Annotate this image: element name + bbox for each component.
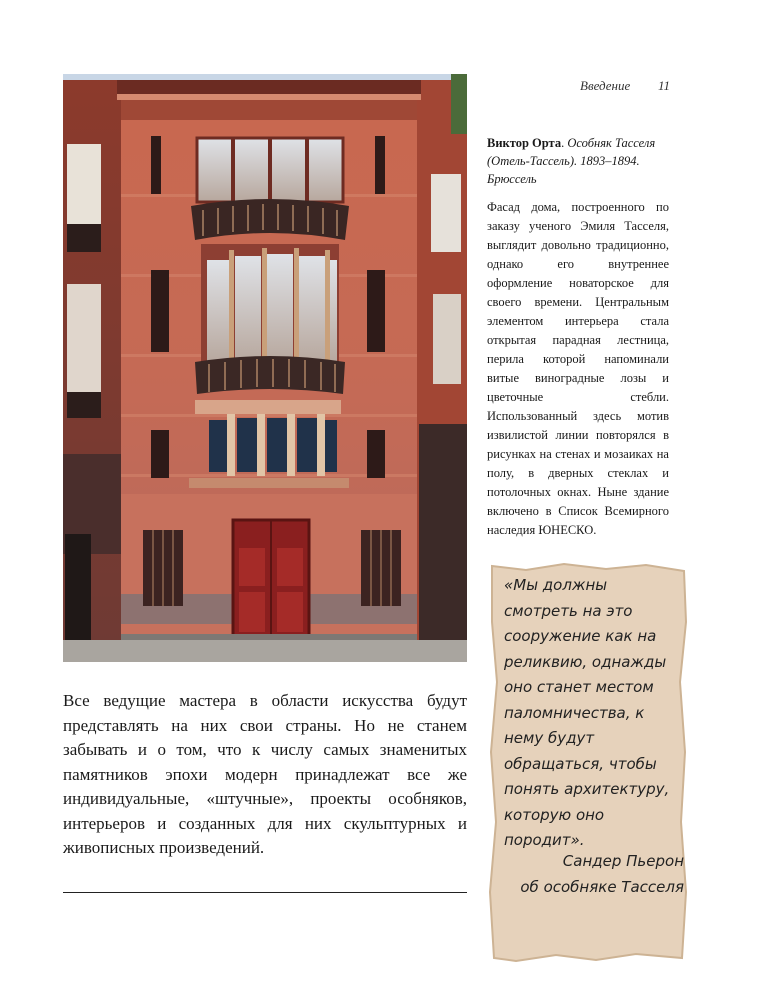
divider-rule	[63, 892, 467, 893]
caption-title: Виктор Орта. Особняк Тасселя (Отель-Тассель). 1893–1894. Брюссель	[487, 136, 656, 186]
caption-work: Особняк Тасселя (Отель-Тассель). 1893–1894. Брюссель	[487, 136, 656, 186]
page-number: 11	[657, 78, 670, 93]
quote-text: «Мы должны смотреть на это сооружение как на реликвию, однажды оно станет местом паломничества, к нему будут обращаться, чтобы понять архитектуру, которую оно породит».	[504, 576, 670, 849]
building-photo	[63, 74, 467, 662]
quote-attribution	[504, 848, 684, 900]
quote-source: об особняке Тасселя	[520, 878, 684, 896]
caption-author: Виктор Орта	[487, 136, 562, 150]
photo-caption	[487, 134, 669, 540]
section-title: Введение	[580, 78, 631, 93]
quote-author: Сандер Пьерон	[562, 852, 684, 870]
building-facade-photo	[63, 74, 467, 662]
caption-body: Фасад дома, построенного по заказу ученого Эмиля Тасселя, выглядит довольно традиционно, однако его внутреннее оформление новаторское для своего времени. Центральным элементом интерьера стала открытая парадная лестница, перила которой напоминали витые виноградные лозы и цветочные стебли. Использованный здесь мотив извилистой линии повторялся в рисунках на стенах и мозаиках на полу, в дверных стеклах и потолочных окнах. Ныне здание включено в Список Всемирного наследия ЮНЕСКО.	[487, 200, 669, 537]
main-paragraph: Все ведущие мастера в области искусства будут представлять на них свои страны. Но не станем забывать и о том, что к числу самых знаменитых памятников эпохи модерн принадлежат все же индивидуальные, «штучные», проекты особняков, интерьеров и созданных для них скульптурных и живописных произведений.	[63, 691, 467, 857]
